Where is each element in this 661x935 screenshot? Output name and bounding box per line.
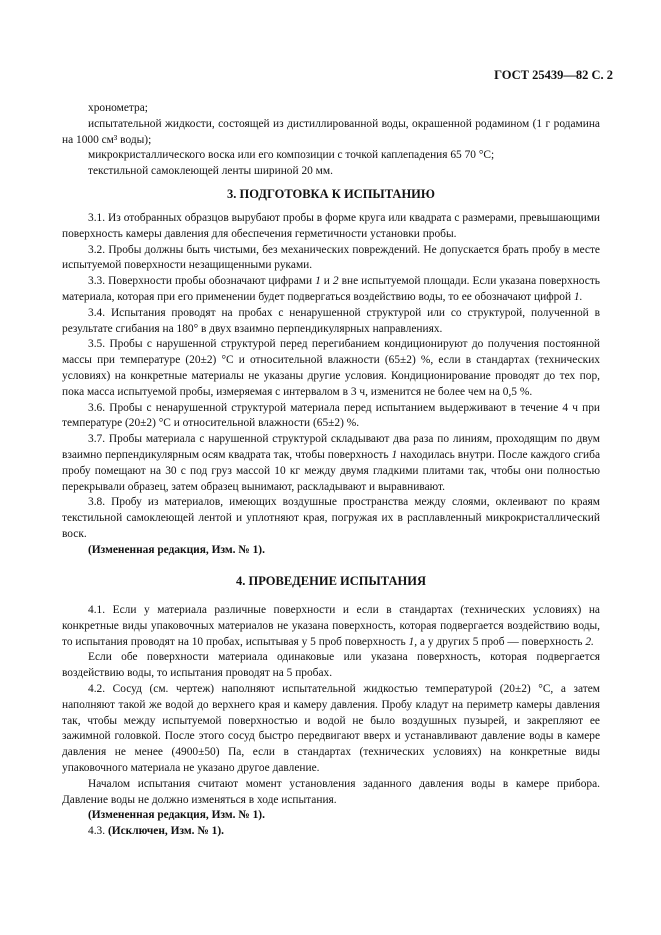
list-item: микрокристаллического воска или его композиции с точкой каплепадения 65 70 °С; bbox=[88, 149, 495, 162]
paragraph-3-2: 3.2. Пробы должны быть чистыми, без механических повреждений. Не допускается брать пробу в месте испытуемой поверхности незащищенными руками. bbox=[62, 243, 600, 272]
paragraph-3-4: 3.4. Испытания проводят на пробах с ненарушенной структурой или со структурой, полученной в результате сгибания на 180° в двух взаимно перпендикулярных направлениях. bbox=[62, 306, 600, 335]
paragraph-3-3: 3.3. Поверхности пробы обозначают цифрами 1 и 2 вне испытуемой площади. Если указана поверхность материала, которая при его применении будет подвергаться воздействию воды, то ее обозначают цифрой 1. bbox=[62, 275, 600, 303]
amendment-note: (Измененная редакция, Изм. № 1). bbox=[88, 809, 265, 822]
paragraph-4-2-cont: Началом испытания считают момент установления заданного давления воды в камере прибора. Давление воды не должно изменяться в ходе испытания. bbox=[62, 777, 600, 806]
section-4-heading: 4. ПРОВЕДЕНИЕ ИСПЫТАНИЯ bbox=[236, 574, 426, 588]
paragraph-3-1: 3.1. Из отобранных образцов вырубают пробы в форме круга или квадрата с размерами, превышающими поверхность камеры давления для обеспечения герметичности установки пробы. bbox=[62, 212, 600, 240]
paragraph-3-7: 3.7. Пробы материала с нарушенной структурой складывают два раза по линиям, проходящим по двум взаимно перпендикулярным осям квадрата так, чтобы поверхность 1 находилась внутри. После каждого сгиба пробу помещают на 30 с под груз массой 10 кг между двумя гладкими плитами так, чтобы они полностью перекрывали образец, затем образец вынимают, раскладывают и выравнивают. bbox=[62, 433, 600, 493]
materials-list bbox=[62, 101, 600, 180]
list-item: хронометра; bbox=[88, 102, 148, 114]
paragraph-3-6: 3.6. Пробы с ненарушенной структурой материала перед испытанием выдерживают в течение 4 ч при температуре (20±2) °С и относительной влажности (65±2) %. bbox=[62, 401, 600, 430]
section-3-heading: 3. ПОДГОТОВКА К ИСПЫТАНИЮ bbox=[227, 187, 435, 201]
paragraph-3-5: 3.5. Пробы с нарушенной структурой перед перегибанием кондиционируют до получения постоянной массы при температуре (20±2) °С и относительной влажности (65±2) %, если в стандартах (технических условиях) на конкретные материалы не указаны другие условия. Кондиционирование проводят до тех пор, пока масса испытуемой пробы, измеряемая с интервалом в 3 ч, изменится не более чем на 0,5 %. bbox=[62, 338, 600, 398]
amendment-note: (Измененная редакция, Изм. № 1). bbox=[88, 543, 265, 556]
paragraph-3-8: 3.8. Пробу из материалов, имеющих воздушные пространства между слоями, оклеивают по краям текстильной самоклеющей лентой и уплотняют края, погружая их в расплавленный микрокристаллический воск. bbox=[62, 496, 600, 540]
section-3-body bbox=[62, 211, 600, 559]
list-item: испытательной жидкости, состоящей из дистиллированной воды, окрашенной родамином (1 г родамина на 1000 см³ воды); bbox=[62, 117, 600, 146]
list-item: текстильной самоклеющей ленты шириной 20 мм. bbox=[88, 165, 333, 178]
section-4-body bbox=[62, 603, 600, 840]
paragraph-4-2: 4.2. Сосуд (см. чертеж) наполняют испытательной жидкостью температурой (20±2) °С, а затем наполняют такой же водой до верхнего края и камеру давления. Пробу кладут на периметр камеры давления так, чтобы между испытуемой поверхностью и водой не было воздушных пузырей, и закрепляют ее зажимной головкой. После этого сосуд быстро передвигают вверх и устанавливают давление воды в камере давления не менее (4900±50) Па, если в стандартах (технических условиях) на конкретные виды упаковочного материала не указано другое давление. bbox=[62, 682, 600, 774]
paragraph-4-1: 4.1. Если у материала различные поверхности и если в стандартах (технических условиях) на конкретные виды упаковочных материалов не указана поверхность, которая подвергается воздействию воды, то испытания проводят на 10 пробах, испытывая у 5 проб поверхность 1, а у других 5 проб — поверхность 2. bbox=[62, 604, 600, 648]
page-header: ГОСТ 25439—82 С. 2 bbox=[494, 68, 613, 82]
paragraph-4-1-cont: Если обе поверхности материала одинаковые или указана поверхность, которая подвергается воздействию воды, то испытания проводят на 5 пробах. bbox=[62, 651, 600, 680]
paragraph-4-3: 4.3. (Исключен, Изм. № 1). bbox=[88, 825, 224, 838]
